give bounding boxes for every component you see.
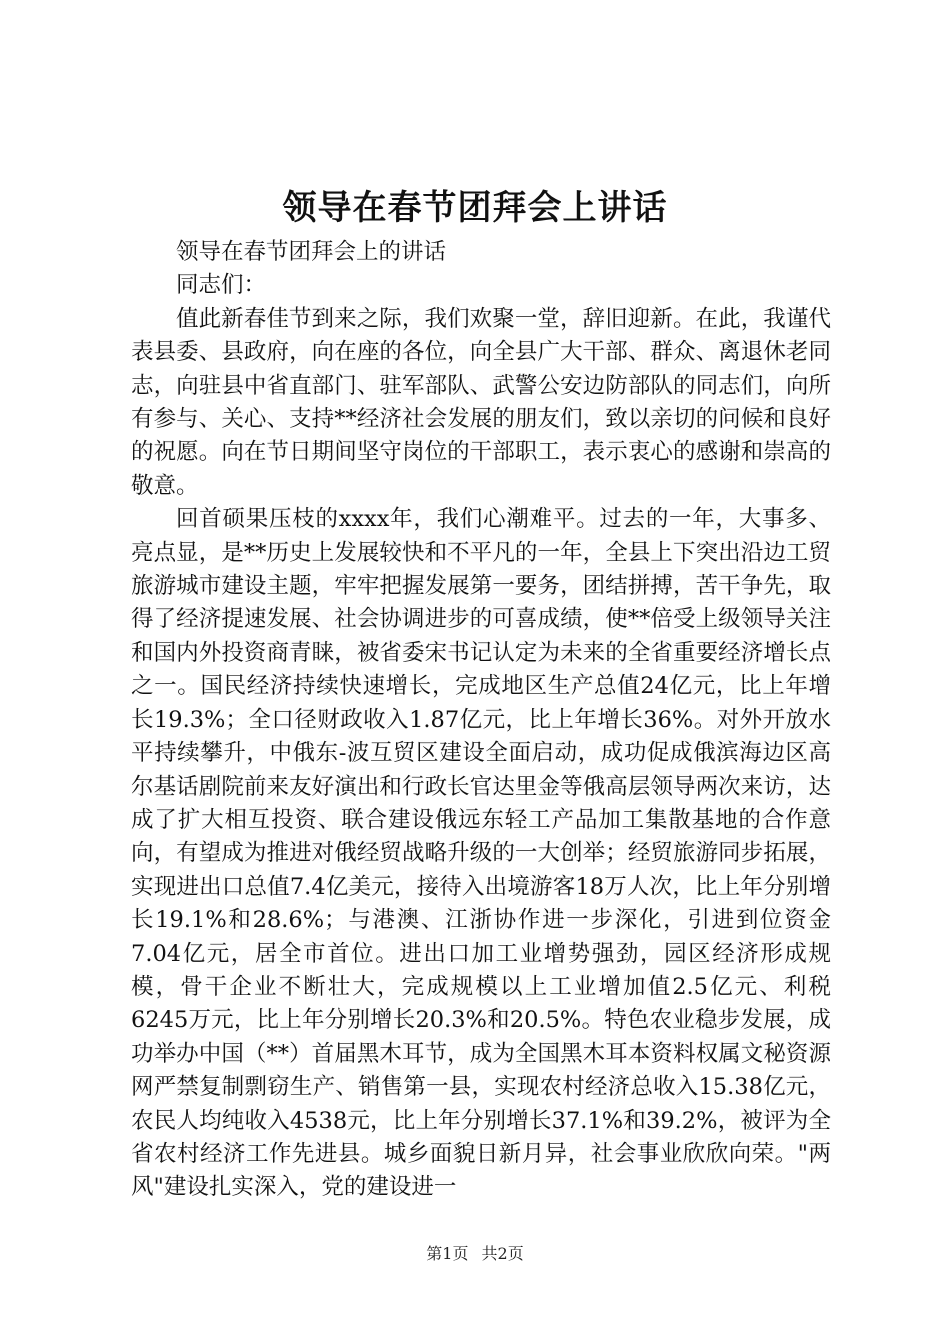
review-paragraph: 回首硕果压枝的xxxx年，我们心潮难平。过去的一年，大事多、亮点显，是**历史上发展较快和不平凡的一年，全县上下突出沿边工贸旅游城市建设主题，牢牢把握发展第一要务，团结拼搏，苦干争先，取得了经济提速发展、社会协调进步的可喜成绩，使**倍受上级领导关注和国内外投资商青睐，被省委宋书记认定为未来的全省重要经济增长点之一。国民经济持续快速增长，完成地区生产总值24亿元，比上年增长19.3%；全口径财政收入1.87亿元，比上年增长36%。对外开放水平持续攀升，中俄东-波互贸区建设全面启动，成功促成俄滨海边区高尔基话剧院前来友好演出和行政长官达里金等俄高层领导两次来访，达成了扩大相互投资、联合建设俄远东轻工产品加工集散基地的合作意向，有望成为推进对俄经贸战略升级的一大创举；经贸旅游同步拓展，实现进出口总值7.4亿美元，接待入出境游客18万人次，比上年分别增长19.1%和28.6%；与港澳、江浙协作进一步深化，引进到位资金7.04亿元，居全市首位。进出口加工业增势强劲，园区经济形成规模，骨干企业不断壮大，完成规模以上工业增加值2.5亿元、利税6245万元，比上年分别增长20.3%和20.5%。特色农业稳步发展，成功举办中国（**）首届黑木耳节，成为全国黑木耳本资料权属文秘资源网严禁复制剽窃生产、销售第一县，实现农村经济总收入15.38亿元，农民人均纯收入4538元，比上年分别增长37.1%和39.2%，被评为全省农村经济工作先进县。城乡面貌日新月异，社会事业欣欣向荣。"两风"建设扎实深入，党的建设进一	[131, 506, 831, 1201]
page-total: 共2页	[481, 1244, 524, 1263]
document-title: 领导在春节团拜会上讲话	[282, 188, 668, 228]
document-body	[131, 236, 831, 1205]
page-number: 第1页	[426, 1244, 469, 1263]
page-footer	[0, 1241, 950, 1264]
speech-heading-paragraph: 领导在春节团拜会上的讲话	[176, 239, 447, 265]
greeting-paragraph: 值此新春佳节到来之际，我们欢聚一堂，辞旧迎新。在此，我谨代表县委、县政府，向在座的各位，向全县广大干部、群众、离退休老同志，向驻县中省直部门、驻军部队、武警公安边防部队的同志们，向所有参与、关心、支持**经济社会发展的朋友们，致以亲切的问候和良好的祝愿。向在节日期间坚守岗位的干部职工，表示衷心的感谢和崇高的敬意。	[131, 305, 831, 499]
salutation-paragraph: 同志们：	[176, 272, 267, 299]
